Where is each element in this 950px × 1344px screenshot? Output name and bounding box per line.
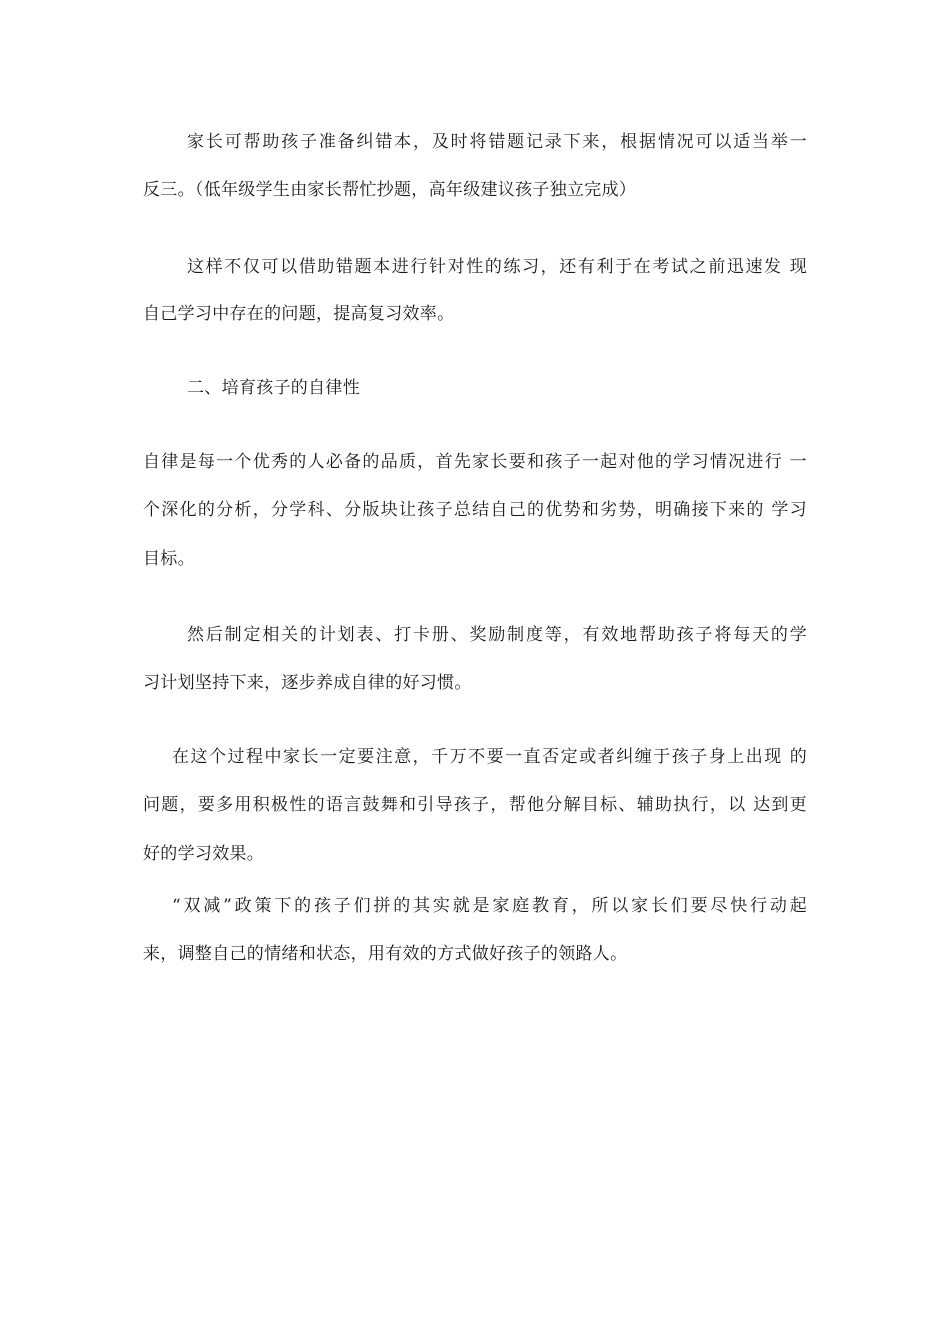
text-line: 自律是每一个优秀的人必备的品质，首先家长要和孩子一起对他的学习情况进行 一	[143, 452, 807, 472]
text-line: “双减”政策下的孩子们拼的其实就是家庭教育，所以家长们要尽快行动起	[172, 896, 807, 916]
text-line: 来，调整自己的情绪和状态，用有效的方式做好孩子的领路人。	[143, 944, 628, 964]
text-line: 然后制定相关的计划表、打卡册、奖励制度等，有效地帮助孩子将每天的学	[187, 625, 807, 645]
text-line: 反三。（低年级学生由家长帮忙抄题，高年级建议孩子独立完成）	[143, 180, 637, 200]
text-line: 这样不仅可以借助错题本进行针对性的练习，还有利于在考试之前迅速发 现	[187, 257, 807, 277]
text-line: 在这个过程中家长一定要注意，千万不要一直否定或者纠缠于孩子身上出现 的	[172, 747, 807, 767]
text-line: 家长可帮助孩子准备纠错本，及时将错题记录下来，根据情况可以适当举一	[187, 132, 807, 152]
text-line: 好的学习效果。	[143, 844, 265, 864]
section-heading: 二、培育孩子的自律性	[187, 378, 360, 398]
text-line: 自己学习中存在的问题，提高复习效率。	[143, 304, 455, 324]
text-line: 问题，要多用积极性的语言鼓舞和引导孩子，帮他分解目标、辅助执行，以 达到更	[143, 795, 807, 815]
text-line: 习计划坚持下来，逐步养成自律的好习惯。	[143, 673, 472, 693]
text-line: 个深化的分析，分学科、分版块让孩子总结自己的优势和劣势，明确接下来的 学习	[143, 500, 807, 520]
text-line: 目标。	[143, 549, 195, 569]
